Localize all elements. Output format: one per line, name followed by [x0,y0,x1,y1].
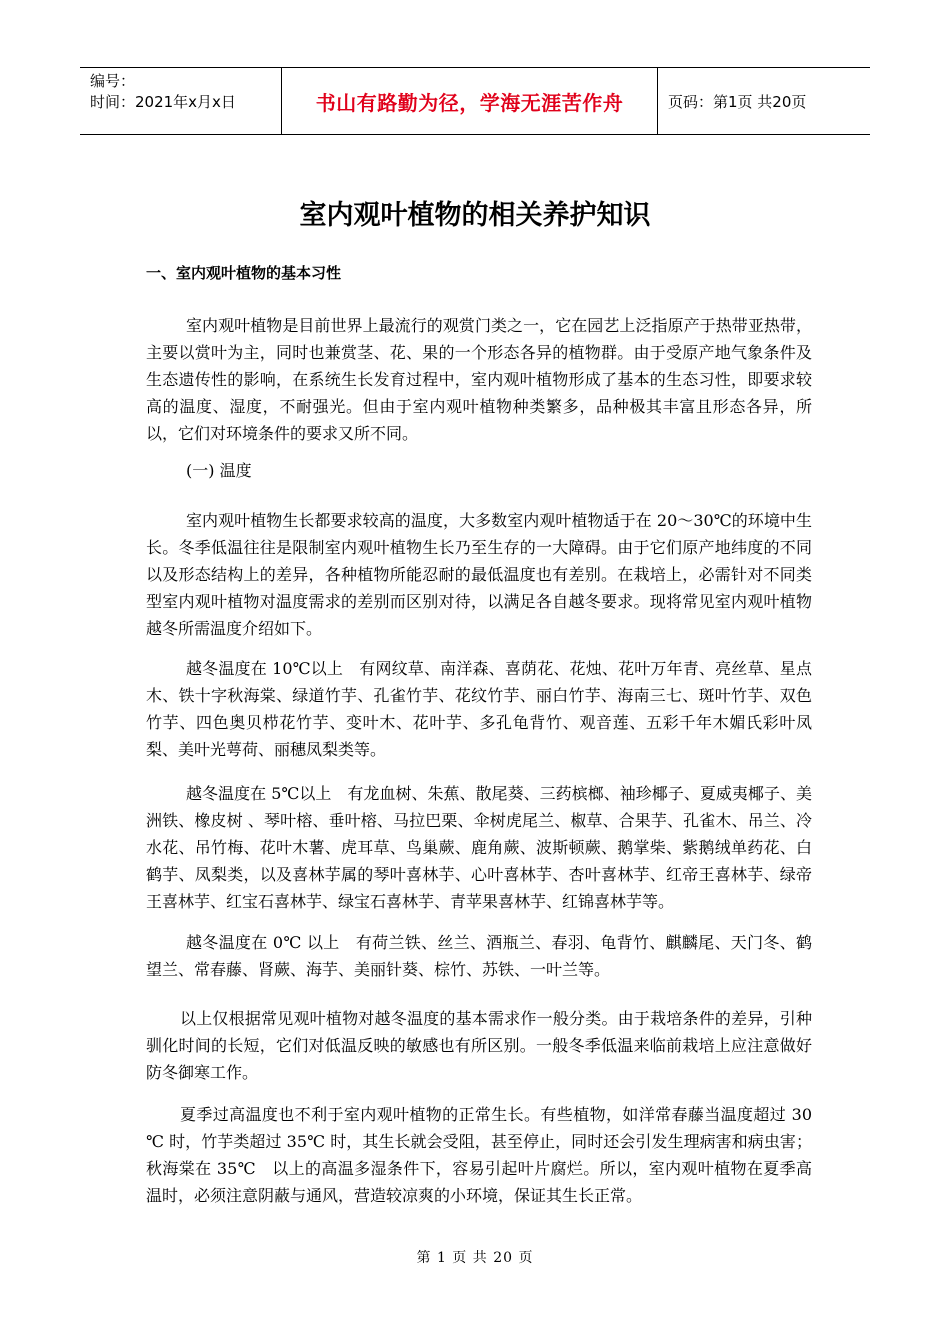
section-heading: 一、室内观叶植物的基本习性 [146,264,342,282]
header-motto: 书山有路勤为径，学海无涯苦作舟 [282,68,658,134]
page-footer: 第 1 页 共 20 页 [416,1250,534,1266]
paragraph-overwinter-0c: 越冬温度在 0℃ 以上 有荷兰铁、丝兰、酒瓶兰、春羽、龟背竹、麒麟尾、天门冬、鹤望兰、常春藤、肾蕨、海芋、美丽针葵、棕竹、苏铁、一叶兰等。 [146,933,812,979]
paragraph-overwinter-10c: 越冬温度在 10℃以上 有网纹草、南洋森、喜荫花、花烛、花叶万年青、亮丝草、星点木、铁十字秋海棠、绿道竹芋、孔雀竹芋、花纹竹芋、丽白竹芋、海南三七、斑叶竹芋、双色竹芋、四色奥贝栉花竹芋、变叶木、花叶芋、多孔龟背竹、观音莲、五彩千年木媚氏彩叶凤梨、美叶光萼荷、丽穗凤梨类等。 [146,659,812,759]
document-date-label: 时间：2021年x月x日 [90,93,236,111]
header-meta-cell [80,68,282,134]
document-number-label: 编号： [90,72,136,90]
paragraph-intro: 室内观叶植物是目前世界上最流行的观赏门类之一，它在园艺上泛指原产于热带亚热带，主要以赏叶为主，同时也兼赏茎、花、果的一个形态各异的植物群。由于受原产地气象条件及生态遗传性的影响，在系统生长发育过程中，室内观叶植物形成了基本的生态习性，即要求较高的温度、湿度，不耐强光。但由于室内观叶植物种类繁多，品种极其丰富且形态各异，所以，它们对环境条件的要求又所不同。 [146,316,812,443]
document-title: 室内观叶植物的相关养护知识 [299,200,651,231]
paragraph-summary: 以上仅根据常见观叶植物对越冬温度的基本需求作一般分类。由于栽培条件的差异，引种驯化时间的长短，它们对低温反映的敏感也有所区别。一般冬季低温来临前栽培上应注意做好防冬御寒工作。 [146,1009,812,1082]
header-page-info: 页码：第1页 共20页 [668,92,807,111]
subsection-heading-temperature: (一) 温度 [186,461,252,480]
paragraph-temperature: 室内观叶植物生长都要求较高的温度，大多数室内观叶植物适于在 20～30℃的环境中生长。冬季低温往往是限制室内观叶植物生长乃至生存的一大障碍。由于它们原产地纬度的不同以及形态结构上的差异，各种植物所能忍耐的最低温度也有差别。在栽培上，必需针对不同类型室内观叶植物对温度需求的差别而区别对待，以满足各自越冬要求。现将常见室内观叶植物越冬所需温度介绍如下。 [146,511,812,638]
header-table [80,67,870,135]
paragraph-summer-heat: 夏季过高温度也不利于室内观叶植物的正常生长。有些植物，如洋常春藤当温度超过 30 ℃ 时，竹芋类超过 35℃ 时，其生长就会受阻，甚至停止，同时还会引发生理病害和病虫害；秋海棠在 35℃ 以上的高温多湿条件下，容易引起叶片腐烂。所以，室内观叶植物在夏季高温时，必须注意阴蔽与通风，营造较凉爽的小环境，保证其生长正常。 [146,1105,812,1205]
paragraph-overwinter-5c: 越冬温度在 5℃以上 有龙血树、朱蕉、散尾葵、三药槟榔、袖珍椰子、夏威夷椰子、美洲铁、橡皮树 、琴叶榕、垂叶榕、马拉巴栗、伞树虎尾兰、椒草、合果芋、孔雀木、吊兰、冷水花、吊竹梅、花叶木薯、虎耳草、鸟巢蕨、鹿角蕨、波斯顿蕨、鹅掌柴、紫鹅绒单药花、白鹤芋、凤梨类，以及喜林芋属的琴叶喜林芋、心叶喜林芋、杏叶喜林芋、红帝王喜林芋、绿帝王喜林芋、红宝石喜林芋、绿宝石喜林芋、青苹果喜林芋、红锦喜林芋等。 [146,784,812,911]
